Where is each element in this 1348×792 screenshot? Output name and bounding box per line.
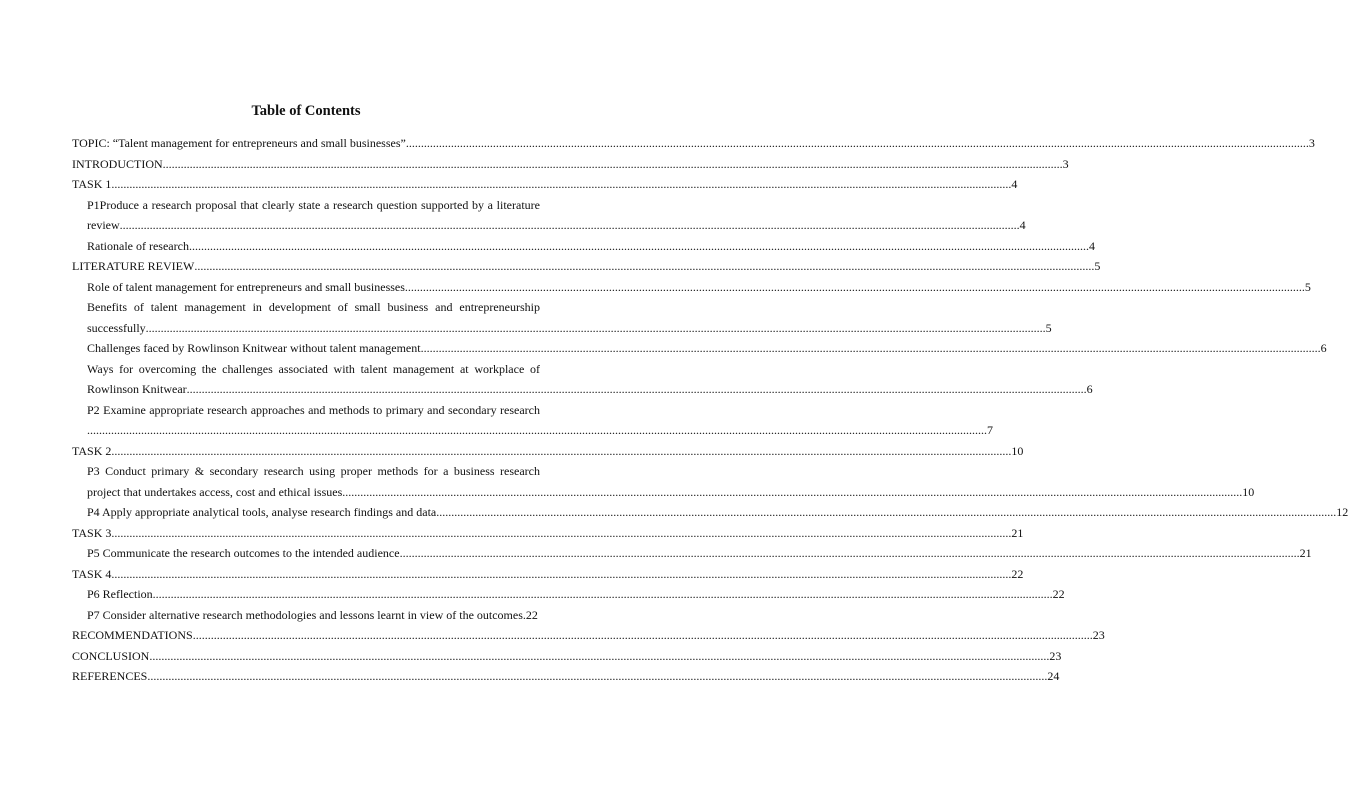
dot-leader: ............................................................................................................................................................................................................................................................................................................ <box>436 505 1337 519</box>
toc-entry[interactable] <box>72 666 1060 687</box>
toc-entry[interactable] <box>72 441 1024 462</box>
toc-page-number: 24 <box>1047 669 1060 683</box>
dot-leader: ............................................................................................................................................................................................................................................................................................................ <box>145 320 1046 335</box>
toc-page-number: 23 <box>1049 648 1062 663</box>
toc-page-number: 6 <box>1086 382 1093 396</box>
dot-leader: ............................................................................................................................................................................................................................................................................................................ <box>192 628 1093 642</box>
dot-leader: ............................................................................................................................................................................................................................................................................................................ <box>111 566 1012 581</box>
dot-leader: ............................................................................................................................................................................................................................................................................................................ <box>194 259 1095 273</box>
dot-leader: ............................................................................................................................................................................................................................................................................................................ <box>162 156 1063 171</box>
toc-entry[interactable] <box>72 461 1255 502</box>
toc-entry-title: CONCLUSION <box>72 648 150 663</box>
toc-entry[interactable] <box>72 154 1069 175</box>
toc-entry[interactable] <box>72 174 1018 195</box>
toc-entry[interactable] <box>72 277 1311 298</box>
toc-page-number: 4 <box>1011 177 1018 191</box>
toc-entry[interactable] <box>72 297 1052 338</box>
toc-entry[interactable] <box>72 625 1105 646</box>
toc-entry[interactable] <box>72 584 1065 605</box>
toc-page-number: 21 <box>1011 525 1024 540</box>
toc-page-number: 7 <box>987 423 993 437</box>
toc-entry[interactable] <box>72 338 1327 359</box>
toc-page-number: 3 <box>1062 156 1069 171</box>
dot-leader: ............................................................................................................................................................................................................................................................................................................ <box>408 136 1309 150</box>
table-of-contents <box>72 133 1348 687</box>
toc-entry-title: P5 Communicate the research outcomes to the intended audience <box>87 546 400 560</box>
toc-entry-title: P7 Consider alternative research methodologies and lessons learnt in view of the outcomes. <box>87 607 526 622</box>
dot-leader: ............................................................................................................................................................................................................................................................................................................ <box>111 177 1012 191</box>
toc-page-number: 3 <box>1308 136 1315 150</box>
toc-entry-title: TASK 1 <box>72 177 112 191</box>
dot-leader: ............................................................................................................................................................................................................................................................................................................ <box>87 423 987 437</box>
toc-entry-title: TASK 2 <box>72 443 112 458</box>
toc-entry-title: REFERENCES <box>72 669 148 683</box>
dot-leader: ............................................................................................................................................................................................................................................................................................................ <box>147 669 1048 683</box>
toc-page-number: 10 <box>1242 484 1255 499</box>
toc-entry-title: P6 Reflection <box>87 587 153 601</box>
toc-entry-title: successfully <box>87 320 146 335</box>
toc-page-number: 12 <box>1336 505 1348 519</box>
toc-entry[interactable] <box>72 646 1062 667</box>
toc-entry[interactable] <box>72 564 1024 585</box>
toc-entry-title: P2 Examine appropriate research approaches and methods to primary and secondary research <box>87 402 540 417</box>
toc-page-number: 5 <box>1094 259 1101 273</box>
toc-entry[interactable] <box>72 543 1312 564</box>
toc-entry[interactable] <box>72 133 1315 154</box>
dot-leader: ............................................................................................................................................................................................................................................................................................................ <box>111 525 1012 540</box>
toc-entry-title: Rowlinson Knitwear <box>87 382 187 396</box>
dot-leader: ............................................................................................................................................................................................................................................................................................................ <box>111 443 1012 458</box>
toc-entry[interactable] <box>72 256 1101 277</box>
dot-leader: ............................................................................................................................................................................................................................................................................................................ <box>342 484 1243 499</box>
dot-leader: ............................................................................................................................................................................................................................................................................................................ <box>399 546 1300 560</box>
toc-page-number: 4 <box>1088 238 1095 253</box>
toc-page-number: 6 <box>1320 341 1327 355</box>
toc-entry-title: TOPIC: “Talent management for entrepreneurs and small businesses”. <box>72 136 409 150</box>
toc-entry[interactable] <box>72 359 1093 400</box>
toc-page-number: 22 <box>1052 587 1065 601</box>
toc-page-number: 4 <box>1019 218 1026 232</box>
toc-entry-title: Ways for overcoming the challenges associated with talent management at workplace of <box>87 361 540 376</box>
toc-page-number: 10 <box>1011 443 1024 458</box>
toc-page-number: 5 <box>1304 279 1311 294</box>
dot-leader: ............................................................................................................................................................................................................................................................................................................ <box>188 238 1089 253</box>
toc-entry-title: P4 Apply appropriate analytical tools, analyse research findings and data <box>87 505 437 519</box>
toc-entry-title: Rationale of research <box>87 238 189 253</box>
toc-page-number: 21 <box>1299 546 1312 560</box>
toc-entry[interactable] <box>72 523 1024 544</box>
toc-entry-title: TASK 4 <box>72 566 112 581</box>
dot-leader: ............................................................................................................................................................................................................................................................................................................ <box>404 279 1305 294</box>
toc-entry[interactable] <box>72 195 1026 236</box>
toc-entry-title: P1Produce a research proposal that clearly state a research question supported by a literature <box>87 197 540 212</box>
dot-leader: ............................................................................................................................................................................................................................................................................................................ <box>152 587 1053 601</box>
dot-leader: ............................................................................................................................................................................................................................................................................................................ <box>420 341 1321 355</box>
toc-entry-title: review <box>87 218 120 232</box>
toc-page-number: 5 <box>1045 320 1052 335</box>
toc-entry[interactable] <box>72 605 540 626</box>
toc-entry-title: INTRODUCTION <box>72 156 163 171</box>
toc-page-number: 22 <box>1011 566 1024 581</box>
toc-heading: Table of Contents <box>251 103 361 119</box>
toc-entry-title: Benefits of talent management in development of small business and entrepreneurship <box>87 300 540 314</box>
toc-entry-title: RECOMMENDATIONS <box>72 628 193 642</box>
toc-entry-title: TASK 3 <box>72 525 112 540</box>
dot-leader: ............................................................................................................................................................................................................................................................................................................ <box>149 648 1050 663</box>
toc-entry-title: project that undertakes access, cost and ethical issues <box>87 484 343 499</box>
toc-entry[interactable] <box>72 236 1095 257</box>
toc-entry-title: P3 Conduct primary & secondary research using proper methods for a business research <box>87 464 540 478</box>
dot-leader: ............................................................................................................................................................................................................................................................................................................ <box>186 382 1087 396</box>
toc-entry-title: Role of talent management for entrepreneurs and small businesses <box>87 279 405 294</box>
toc-entry-title: LITERATURE REVIEW <box>72 259 195 273</box>
dot-leader: ............................................................................................................................................................................................................................................................................................................ <box>119 218 1020 232</box>
toc-entry[interactable] <box>72 400 993 441</box>
toc-page-number: 22 <box>525 607 538 622</box>
toc-page-number: 23 <box>1092 628 1105 642</box>
toc-entry-title: Challenges faced by Rowlinson Knitwear without talent management <box>87 341 421 355</box>
toc-entry[interactable] <box>72 502 1348 523</box>
